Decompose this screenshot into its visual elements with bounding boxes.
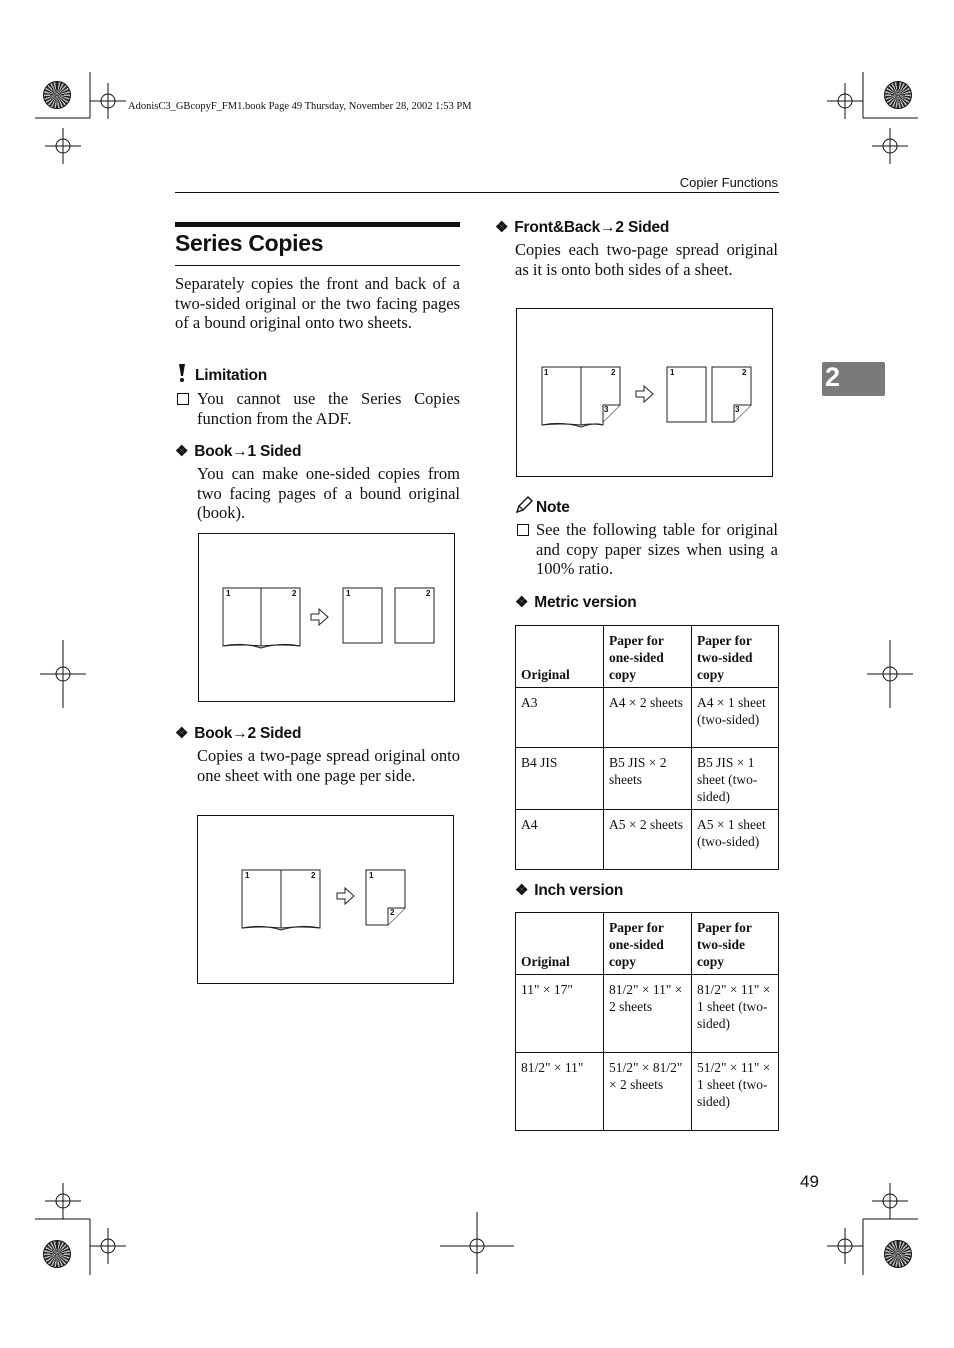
- note-item: [515, 520, 778, 579]
- page-label: 1: [369, 871, 374, 880]
- section-bar: [175, 222, 460, 227]
- metric-heading: [515, 593, 637, 612]
- table-row: [516, 975, 779, 1053]
- header-rule: [175, 192, 779, 193]
- limitation-heading: [175, 363, 267, 385]
- table-cell: A4: [516, 810, 604, 870]
- metric-heading-label: Metric version: [534, 594, 637, 611]
- column-header: Paper for two-side copy: [692, 913, 779, 975]
- book2-heading: [175, 724, 301, 743]
- section-intro: Separately copies the front and back of a two-sided original or the two facing pages of a bound original onto two sheets.: [175, 274, 460, 333]
- page-number: 49: [800, 1172, 819, 1191]
- running-title: Copier Functions: [679, 175, 778, 190]
- table-cell: 11" × 17": [516, 975, 604, 1053]
- page-label: 1: [346, 589, 351, 598]
- table-cell: A4 × 2 sheets: [604, 688, 692, 748]
- exclamation-icon: [175, 363, 189, 383]
- checkbox-bullet-icon: [177, 393, 189, 405]
- table-header-row: [516, 913, 779, 975]
- book1-heading-suffix: 1 Sided: [247, 443, 302, 460]
- book-to-one-sided-illustration: [199, 534, 454, 701]
- book-info: AdonisC3_GBcopyF_FM1.book Page 49 Thursday, November 28, 2002 1:53 PM: [128, 101, 472, 112]
- book1-text: You can make one-sided copies from two facing pages of a bound original (book).: [197, 464, 460, 523]
- column-header: Original: [516, 913, 604, 975]
- table-cell: 81/2" × 11": [516, 1053, 604, 1131]
- page-label: 1: [544, 368, 549, 377]
- page-label: 1: [245, 871, 250, 880]
- note-heading-label: Note: [536, 499, 570, 516]
- note-text: See the following table for original and copy paper sizes when using a 100% ratio.: [536, 520, 778, 579]
- book2-heading-prefix: Book: [194, 725, 233, 742]
- table-cell: 51/2" × 81/2" × 2 sheets: [604, 1053, 692, 1131]
- section-title: Series Copies: [175, 230, 324, 256]
- frontback-heading-prefix: Front&Back: [514, 219, 601, 236]
- checkbox-bullet-icon: [517, 524, 529, 536]
- page-label: 2: [426, 589, 431, 598]
- book2-figure: [197, 815, 454, 984]
- front-back-to-two-sided-illustration: [517, 309, 772, 476]
- page-label: 2: [390, 908, 395, 917]
- arrow-icon: →: [600, 219, 616, 236]
- column-header: Paper for one-sided copy: [604, 913, 692, 975]
- frontback-heading-suffix: 2 Sided: [615, 219, 670, 236]
- chapter-number: 2: [825, 362, 841, 392]
- limitation-text: You cannot use the Series Copies function from the ADF.: [197, 389, 460, 428]
- table-cell: 81/2" × 11" × 2 sheets: [604, 975, 692, 1053]
- page-label: 2: [611, 368, 616, 377]
- table-cell: B5 JIS × 1 sheet (two-sided): [692, 748, 779, 810]
- pencil-icon: [515, 496, 533, 514]
- book-to-two-sided-illustration: [198, 816, 453, 983]
- diamond-bullet-icon: ❖: [495, 219, 509, 236]
- page-label: 2: [292, 589, 297, 598]
- section-rule: [175, 265, 460, 266]
- table-row: [516, 688, 779, 748]
- table-cell: 51/2" × 11" × 1 sheet (two-sided): [692, 1053, 779, 1131]
- arrow-icon: →: [232, 725, 248, 742]
- page-label: 1: [226, 589, 231, 598]
- inch-heading-label: Inch version: [534, 882, 624, 899]
- book1-figure: [198, 533, 455, 702]
- table-cell: 81/2" × 11" × 1 sheet (two-sided): [692, 975, 779, 1053]
- diamond-bullet-icon: ❖: [515, 882, 529, 899]
- table-cell: A3: [516, 688, 604, 748]
- diamond-bullet-icon: ❖: [175, 725, 189, 742]
- page-label: 2: [742, 368, 747, 377]
- frontback-text: Copies each two-page spread original as it is onto both sides of a sheet.: [515, 240, 778, 279]
- column-header: Paper for one-sided copy: [604, 626, 692, 688]
- book2-text: Copies a two-page spread original onto one sheet with one page per side.: [197, 746, 460, 785]
- limitation-heading-label: Limitation: [195, 367, 268, 384]
- frontback-figure: [516, 308, 773, 477]
- inch-heading: [515, 881, 623, 900]
- diamond-bullet-icon: ❖: [175, 443, 189, 460]
- limitation-item: [175, 389, 460, 428]
- table-row: [516, 810, 779, 870]
- table-header-row: [516, 626, 779, 688]
- column-header: Original: [516, 626, 604, 688]
- page-label: 3: [735, 405, 740, 414]
- table-row: [516, 748, 779, 810]
- page-label: 2: [311, 871, 316, 880]
- note-heading: [515, 496, 570, 517]
- book1-heading-prefix: Book: [194, 443, 233, 460]
- diamond-bullet-icon: ❖: [515, 594, 529, 611]
- table-cell: A5 × 1 sheet (two-sided): [692, 810, 779, 870]
- table-cell: B4 JIS: [516, 748, 604, 810]
- table-row: [516, 1053, 779, 1131]
- inch-table: [515, 912, 779, 1131]
- column-header: Paper for two-sided copy: [692, 626, 779, 688]
- chapter-tab: [822, 362, 885, 396]
- table-cell: B5 JIS × 2 sheets: [604, 748, 692, 810]
- table-cell: A5 × 2 sheets: [604, 810, 692, 870]
- metric-table: [515, 625, 779, 870]
- arrow-icon: →: [232, 443, 248, 460]
- book2-heading-suffix: 2 Sided: [247, 725, 302, 742]
- page-label: 1: [670, 368, 675, 377]
- table-cell: A4 × 1 sheet (two-sided): [692, 688, 779, 748]
- book1-heading: [175, 442, 301, 461]
- frontback-heading: [495, 218, 669, 237]
- page-label: 3: [604, 405, 609, 414]
